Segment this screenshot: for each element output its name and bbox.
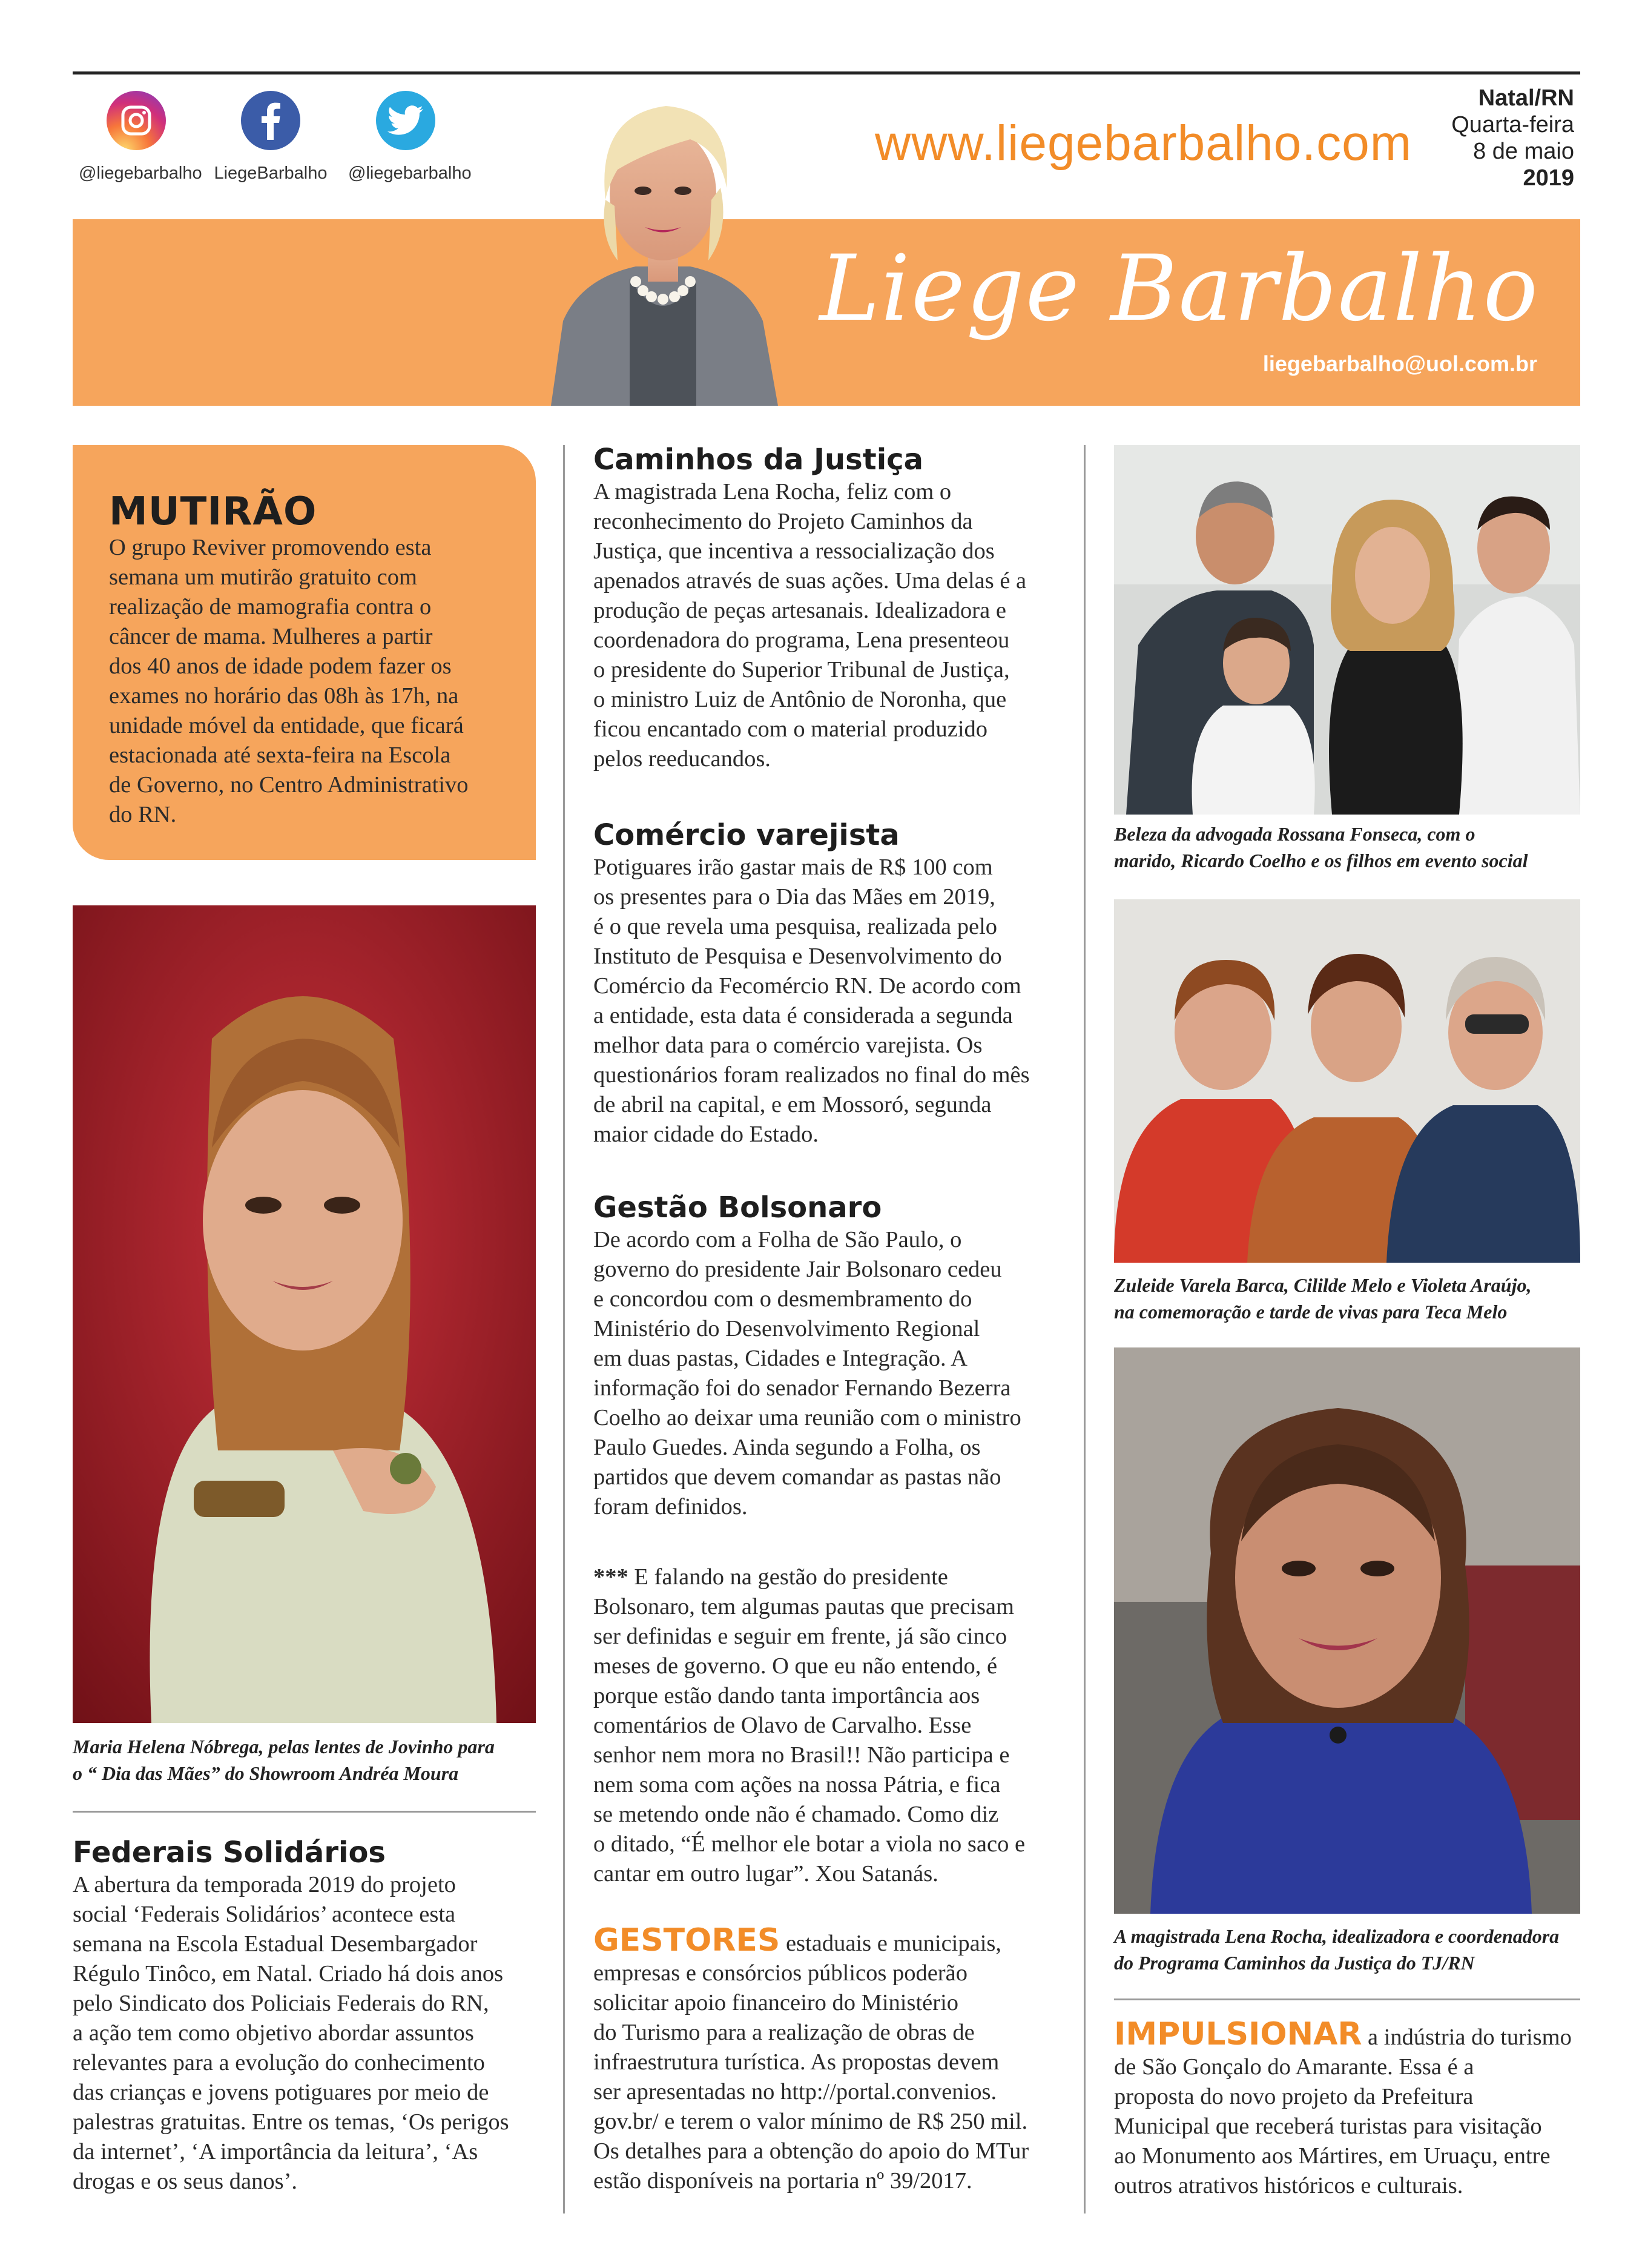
photo-maria-helena (73, 905, 536, 1723)
divider-federais (73, 1811, 536, 1813)
dateline-city: Natal/RN (1478, 85, 1574, 111)
caption-lena-rocha: A magistrada Lena Rocha, idealizadora e coordenadora do Programa Caminhos da Justiça do TJ/RN (1114, 1925, 1560, 1974)
federais-text: A abertura da temporada 2019 do projeto social ‘Federais Solidários’ acontece esta semana na Escola Estadual Desembargador Régulo Tinôco, em Natal. Criado há dois anos pelo Sindicato dos Policiais Federais do RN, a ação tem como objetivo abordar assuntos relevantes para a evolução do conhecimento das crianças e jovens potiguares por meio de palestras gratuitas. Entre os temas, ‘Os perigos da internet’, ‘A importância da leitura’, ‘As drogas e os seus danos’. (73, 1872, 509, 2194)
column-divider-1 (563, 445, 565, 2213)
facebook-handle: LiegeBarbalho (214, 164, 328, 183)
columnist-portrait (545, 79, 781, 406)
nota-stars: *** (593, 1564, 628, 1590)
dateline-date: 8 de maio (1473, 139, 1574, 164)
caption-zuleide: Zuleide Varela Barca, Cililde Melo e Violeta Araújo, na comemoração e tarde de vivas para Teca Melo (1114, 1274, 1532, 1323)
impulsionar-kicker: IMPULSIONAR (1114, 2016, 1362, 2052)
section-caminhos (593, 442, 1066, 774)
caminhos-title: Caminhos da Justiça (593, 443, 923, 477)
gestao-title: Gestão Bolsonaro (593, 1191, 882, 1225)
section-comercio (593, 818, 1066, 1149)
columnist-email[interactable]: liegebarbalho@uol.com.br (1262, 351, 1537, 376)
dateline-weekday: Quarta-feira (1451, 112, 1574, 137)
column-divider-2 (1084, 445, 1086, 2213)
caption-maria-helena: Maria Helena Nóbrega, pelas lentes de Jovinho para o “ Dia das Mães” do Showroom Andréa Moura (73, 1736, 495, 1784)
top-rule (73, 71, 1580, 74)
twitter-icon (376, 91, 435, 150)
photo-lena-rocha (1114, 1347, 1580, 1914)
photo-rossana-family (1114, 445, 1580, 815)
dateline-year: 2019 (1523, 165, 1574, 191)
section-impulsionar: IMPULSIONAR a indústria do turismo de São Gonçalo do Amarante. Essa é a proposta do novo projeto da Prefeitura Municipal que receberá turistas para visitação ao Monumento aos Mártires, em Uruaçu, entre outros atrativos históricos e culturais. (1114, 2016, 1572, 2198)
section-gestao (593, 1190, 1066, 1522)
mutirao-box (73, 445, 536, 860)
mutirao-text: O grupo Reviver promovendo esta semana um mutirão gratuito com realização de mamografia contra o câncer de mama. Mulheres a partir dos 40 anos de idade podem fazer os exames no horário das 08h às 17h, na unidade móvel da entidade, que ficará estacionada até sexta-feira na Escola de Governo, no Centro Administrativo do RN. (109, 535, 469, 827)
federais-title: Federais Solidários (73, 1836, 386, 1870)
instagram-link[interactable] (79, 91, 202, 183)
comercio-title: Comércio varejista (593, 818, 900, 852)
caminhos-text: A magistrada Lena Rocha, feliz com o reconhecimento do Projeto Caminhos da Justiça, que incentiva a ressocialização dos apenados através de suas ações. Uma delas é a produção de peças artesanais. Idealizadora e coordenadora do programa, Lena presenteou o presidente do Superior Tribunal de Justiça, o ministro Luiz de Antônio de Noronha, que ficou encantado com o material produzido pelos reeducandos. (593, 479, 1027, 772)
twitter-link[interactable] (348, 91, 472, 183)
gestores-kicker: GESTORES (593, 1922, 780, 1959)
caption-rossana: Beleza da advogada Rossana Fonseca, com o marido, Ricardo Coelho e os filhos em evento social (1114, 823, 1528, 871)
twitter-handle: @liegebarbalho (348, 164, 472, 183)
facebook-icon (241, 91, 300, 150)
dateline (1451, 85, 1574, 191)
mutirao-title: MUTIRÃO (109, 489, 317, 534)
gestao-text: De acordo com a Folha de São Paulo, o governo do presidente Jair Bolsonaro cedeu e concordou com o desmembramento do Ministério do Desenvolvimento Regional em duas pastas, Cidades e Integração. A informação foi do senador Fernando Bezerra Coelho ao deixar uma reunião com o ministro Paulo Guedes. Ainda segundo a Folha, os partidos que devem comandar as pastas não foram definidos. (593, 1227, 1021, 1519)
divider-impulsionar (1114, 1999, 1580, 2000)
section-gestores: GESTORES estaduais e municipais, empresas e consórcios públicos poderão solicitar apoio financeiro do Ministério do Turismo para a realização de obras de infraestrutura turística. As propostas devem ser apresentadas no http://portal.convenios. gov.br/ e terem o valor mínimo de R$ 250 mil. Os detalhes para a obtenção do apoio do MTur estão disponíveis na portaria nº 39/2017. (593, 1922, 1029, 2194)
columnist-name: Liege Barbalho (819, 236, 1539, 342)
section-federais (73, 1835, 545, 2197)
section-nota: *** E falando na gestão do presidente Bolsonaro, tem algumas pautas que precisam ser definidas e seguir em frente, já são cinco meses de governo. O que eu não entendo, é porque estão dando tanta importância aos comentários de Olavo de Carvalho. Esse senhor nem mora no Brasil!! Não participa e nem soma com ações na nossa Pátria, e fica se metendo onde não é chamado. Como diz o ditado, “É melhor ele botar a viola no saco e cantar em outro lugar”. Xou Satanás. (593, 1564, 1026, 1886)
instagram-icon (107, 91, 166, 150)
instagram-handle: @liegebarbalho (79, 164, 202, 183)
facebook-link[interactable] (213, 91, 328, 183)
photo-zuleide-cililde-violeta (1114, 899, 1580, 1263)
website-url[interactable]: www.liegebarbalho.com (875, 116, 1413, 171)
comercio-text: Potiguares irão gastar mais de R$ 100 com os presentes para o Dia das Mães em 2019, é o que revela uma pesquisa, realizada pelo Instituto de Pesquisa e Desenvolvimento do Comércio da Fecomércio RN. De acordo com a entidade, esta data é considerada a segunda melhor data para o comércio varejista. Os questionários foram realizados no final do mês de abril na capital, e em Mossoró, segunda maior cidade do Estado. (593, 855, 1030, 1147)
